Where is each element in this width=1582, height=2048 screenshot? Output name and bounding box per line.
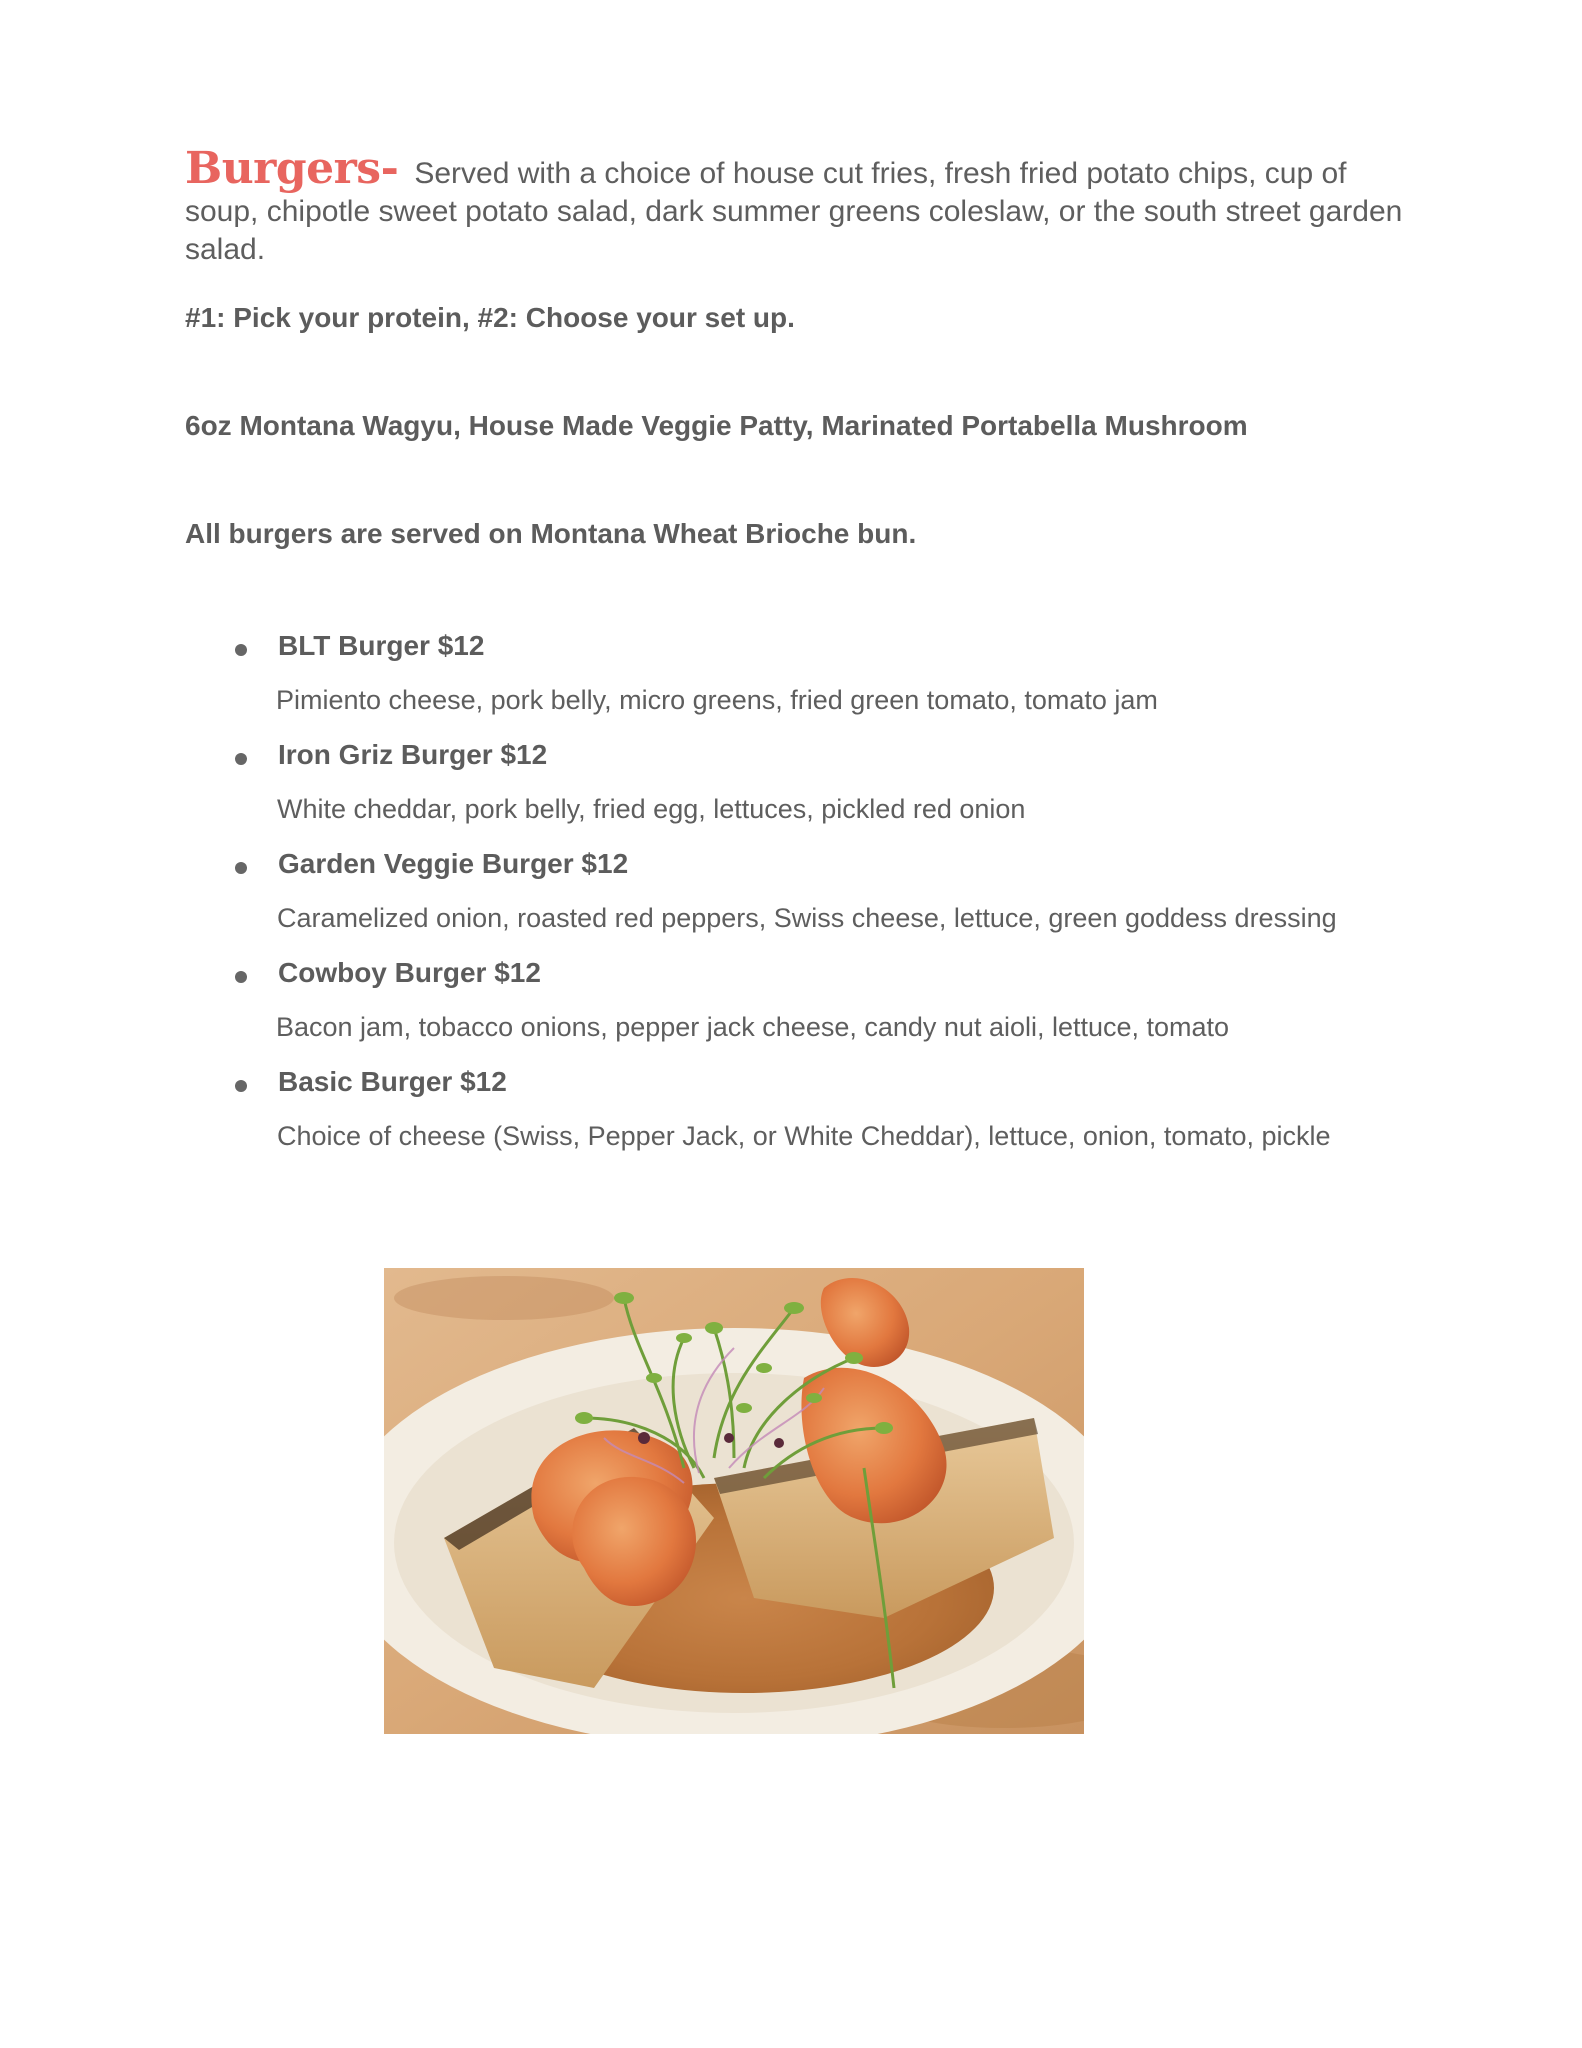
list-item bbox=[185, 1064, 1415, 1173]
item-name: Cowboy Burger $12 bbox=[278, 957, 541, 988]
list-item bbox=[185, 955, 1415, 1064]
burger-list bbox=[185, 628, 1415, 1173]
section-title: Burgers- bbox=[185, 143, 399, 194]
bullet-icon bbox=[235, 753, 247, 765]
item-description: Bacon jam, tobacco onions, pepper jack cheese, candy nut aioli, lettuce, tomato bbox=[276, 1012, 1230, 1042]
menu-page bbox=[185, 143, 1415, 1151]
shrimp-dish-photo bbox=[384, 1268, 1084, 1734]
bullet-icon bbox=[235, 1080, 247, 1092]
item-name: Garden Veggie Burger $12 bbox=[278, 848, 629, 879]
instructions: #1: Pick your protein, #2: Choose your set up. bbox=[185, 302, 795, 333]
burgers-intro bbox=[185, 143, 1415, 269]
item-description: Pimiento cheese, pork belly, micro greens, fried green tomato, tomato jam bbox=[276, 685, 1158, 715]
bullet-icon bbox=[235, 644, 247, 656]
list-item bbox=[185, 737, 1415, 846]
item-name: Iron Griz Burger $12 bbox=[278, 739, 548, 770]
bullet-icon bbox=[235, 971, 247, 983]
item-name: BLT Burger $12 bbox=[278, 630, 485, 661]
list-item bbox=[185, 628, 1415, 737]
bun-note: All burgers are served on Montana Wheat Brioche bun. bbox=[185, 518, 917, 549]
item-description: White cheddar, pork belly, fried egg, lettuces, pickled red onion bbox=[277, 794, 1026, 824]
item-name: Basic Burger $12 bbox=[278, 1066, 507, 1097]
bullet-icon bbox=[235, 862, 247, 874]
protein-options: 6oz Montana Wagyu, House Made Veggie Patty, Marinated Portabella Mushroom bbox=[185, 410, 1248, 441]
intro-text: Served with a choice of house cut fries, fresh fried potato chips, cup of soup, chipotle sweet potato salad, dark summer greens coleslaw, or the south street garden salad. bbox=[185, 157, 1403, 266]
list-item bbox=[185, 846, 1415, 955]
item-description: Choice of cheese (Swiss, Pepper Jack, or White Cheddar), lettuce, onion, tomato, pickle bbox=[277, 1121, 1331, 1151]
item-description: Caramelized onion, roasted red peppers, Swiss cheese, lettuce, green goddess dressing bbox=[277, 903, 1337, 933]
